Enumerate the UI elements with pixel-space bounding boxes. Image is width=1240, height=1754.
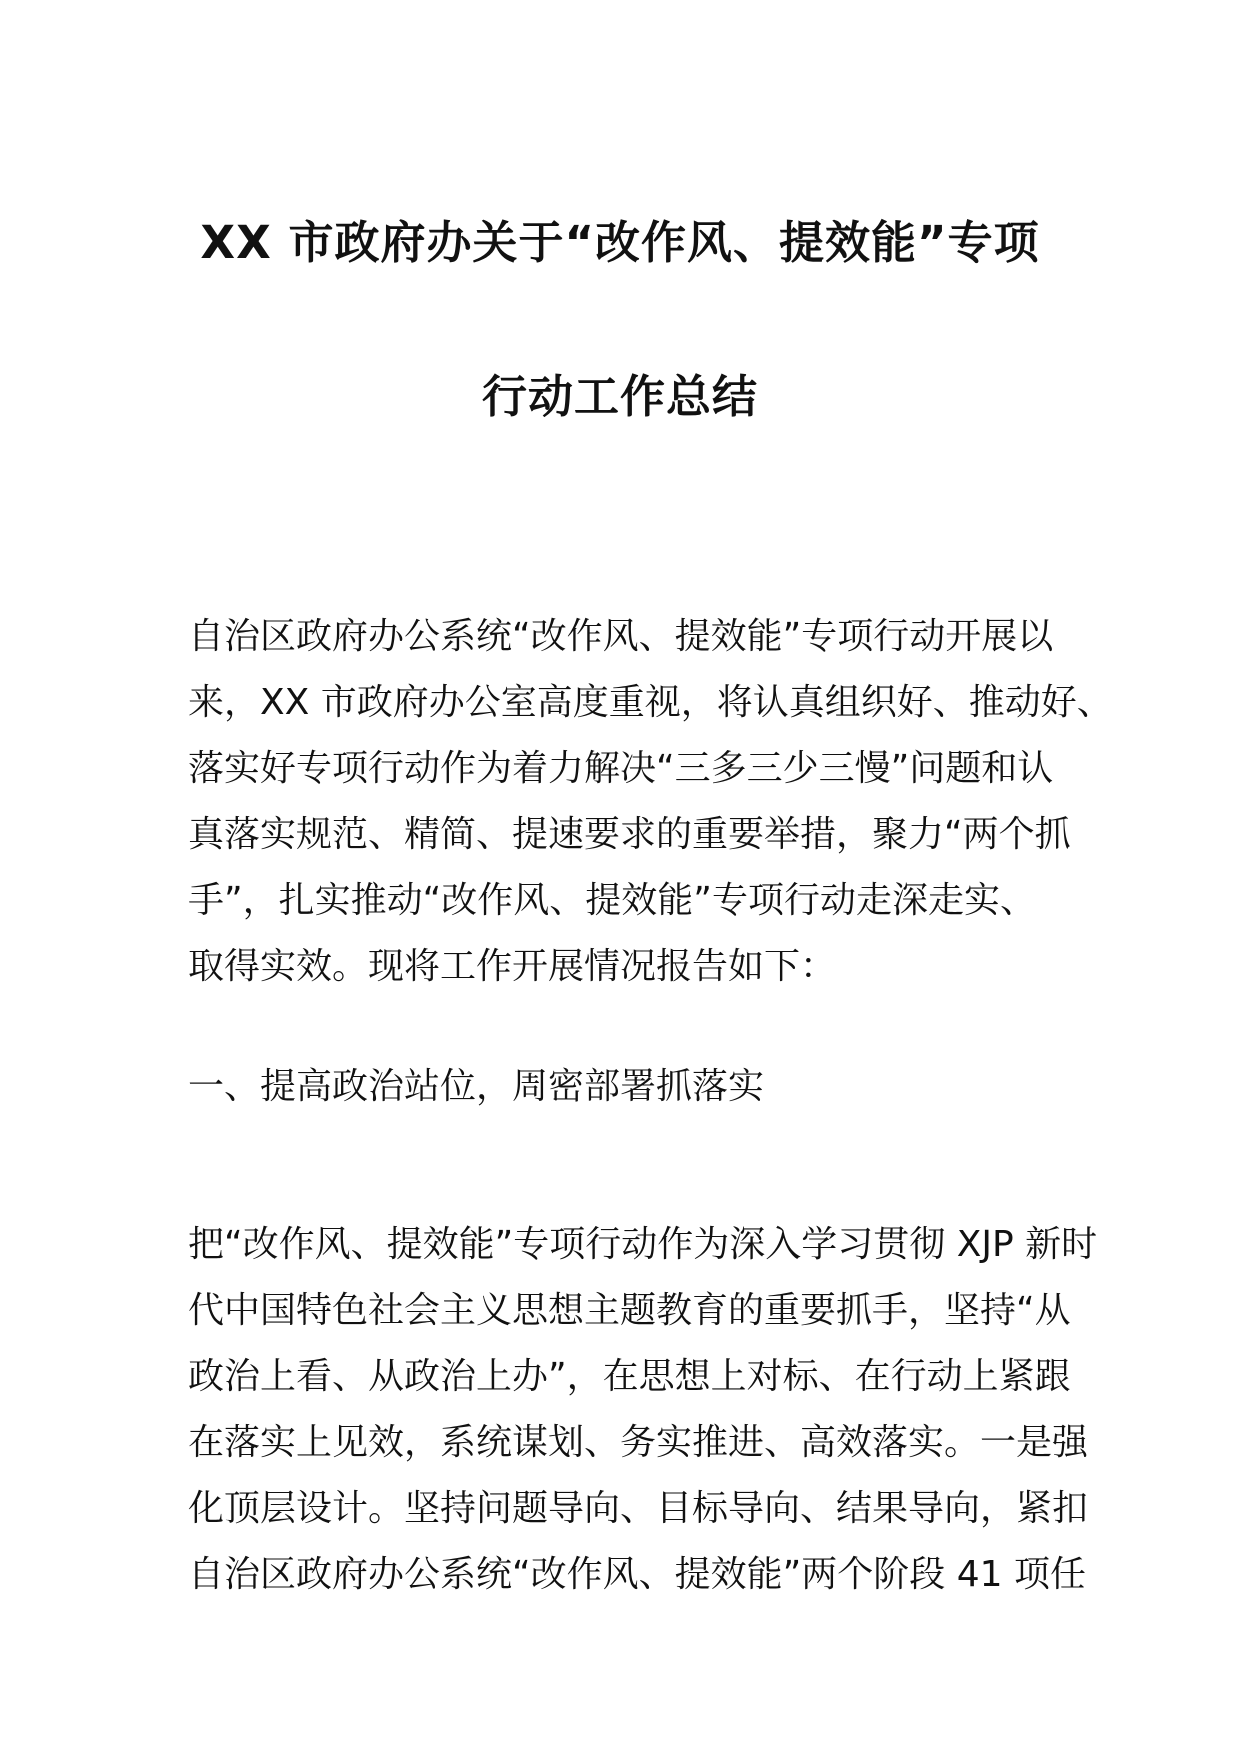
paragraph-line: 把“改作风、提效能”专项行动作为深入学习贯彻 XJP 新时: [188, 1224, 1098, 1265]
paragraph-line: 手”，扎实推动“改作风、提效能”专项行动走深走实、: [188, 880, 1036, 921]
paragraph-line: 自治区政府办公系统“改作风、提效能”专项行动开展以: [188, 616, 1054, 657]
section-heading: [188, 1054, 1068, 1120]
section-heading-text: 一、提高政治站位，周密部署抓落实: [188, 1066, 765, 1107]
paragraph-line: 政治上看、从政治上办”，在思想上对标、在行动上紧跟: [188, 1356, 1071, 1397]
paragraph-line: 代中国特色社会主义思想主题教育的重要抓手，坚持“从: [188, 1290, 1071, 1331]
paragraph-line: 自治区政府办公系统“改作风、提效能”两个阶段 41 项任: [188, 1554, 1086, 1595]
paragraph-line: 取得实效。现将工作开展情况报告如下：: [188, 946, 837, 987]
paragraph-line: 在落实上见效，系统谋划、务实推进、高效落实。一是强: [188, 1422, 1089, 1463]
intro-paragraph: [188, 604, 1113, 1000]
document-title-line-2: 行动工作总结: [481, 370, 758, 423]
paragraph-line: 落实好专项行动作为着力解决“三多三少三慢”问题和认: [188, 748, 1054, 789]
paragraph-line: 化顶层设计。坚持问题导向、目标导向、结果导向，紧扣: [188, 1488, 1089, 1529]
paragraph-line: 来，XX 市政府办公室高度重视，将认真组织好、推动好、: [188, 682, 1113, 723]
section-paragraph: [188, 1212, 1098, 1608]
paragraph-line: 真落实规范、精简、提速要求的重要举措，聚力“两个抓: [188, 814, 1071, 855]
document-title-line-1: XX 市政府办关于“改作风、提效能”专项: [200, 216, 1040, 269]
